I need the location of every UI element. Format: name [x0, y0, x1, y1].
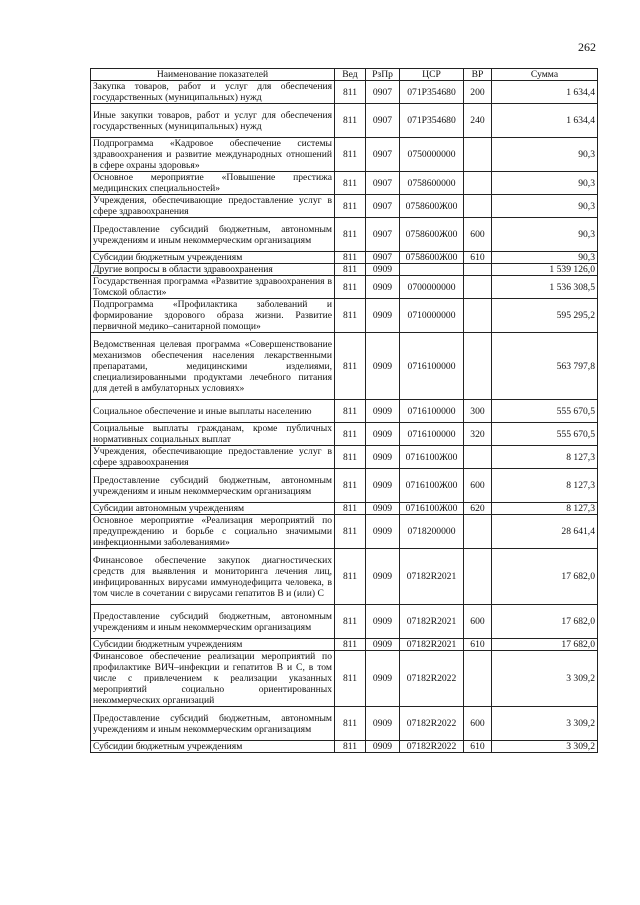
- cell-vr: [464, 276, 492, 299]
- cell-csr: 0718200000: [400, 515, 464, 549]
- cell-rzpr: 0907: [366, 81, 400, 104]
- table-row: [91, 639, 598, 651]
- cell-vr: [464, 446, 492, 469]
- cell-sum: 8 127,3: [492, 503, 598, 515]
- cell-sum: 90,3: [492, 218, 598, 252]
- cell-rzpr: 0909: [366, 515, 400, 549]
- cell-ved: 811: [335, 469, 366, 503]
- cell-name: Подпрограмма «Кадровое обеспечение системы здравоохранения и развитие международных отношений в сфере охраны здоровья»: [91, 138, 335, 172]
- cell-name: Другие вопросы в области здравоохранения: [91, 264, 335, 276]
- table-row: [91, 423, 598, 446]
- cell-rzpr: 0909: [366, 605, 400, 639]
- table-row: [91, 469, 598, 503]
- table-row: [91, 707, 598, 741]
- cell-csr: 0700000000: [400, 276, 464, 299]
- cell-rzpr: 0909: [366, 299, 400, 333]
- cell-sum: 90,3: [492, 252, 598, 264]
- cell-csr: 0716100Ж00: [400, 469, 464, 503]
- cell-name: Предоставление субсидий бюджетным, автономным учреждениям и иным некоммерческим организациям: [91, 707, 335, 741]
- cell-rzpr: 0907: [366, 172, 400, 195]
- cell-rzpr: 0909: [366, 400, 400, 423]
- cell-ved: 811: [335, 515, 366, 549]
- cell-csr: 0758600Ж00: [400, 252, 464, 264]
- cell-csr: 071Р354680: [400, 104, 464, 138]
- cell-csr: 0716100Ж00: [400, 503, 464, 515]
- cell-vr: [464, 549, 492, 605]
- cell-ved: 811: [335, 423, 366, 446]
- cell-name: Основное мероприятие «Повышение престижа медицинских специальностей»: [91, 172, 335, 195]
- table-row: [91, 400, 598, 423]
- cell-sum: 555 670,5: [492, 400, 598, 423]
- cell-name: Субсидии бюджетным учреждениям: [91, 252, 335, 264]
- cell-name: Учреждения, обеспечивающие предоставление услуг в сфере здравоохранения: [91, 446, 335, 469]
- cell-rzpr: 0907: [366, 218, 400, 252]
- cell-name: Финансовое обеспечение закупок диагностических средств для выявления и мониторинга лечения лиц, инфицированных вирусами иммунодефицита человека, в том числе в сочетании с вирусами гепатитов В и (или) С: [91, 549, 335, 605]
- cell-rzpr: 0909: [366, 503, 400, 515]
- table-row: [91, 503, 598, 515]
- cell-ved: 811: [335, 138, 366, 172]
- cell-name: Социальные выплаты гражданам, кроме публичных нормативных социальных выплат: [91, 423, 335, 446]
- cell-name: Финансовое обеспечение реализации мероприятий по профилактике ВИЧ–инфекции и гепатитов В и С, в том числе с привлечением к реализации указанных мероприятий социально ориентированных некоммерческих организаций: [91, 651, 335, 707]
- cell-ved: 811: [335, 104, 366, 138]
- cell-vr: 610: [464, 639, 492, 651]
- cell-ved: 811: [335, 651, 366, 707]
- cell-name: Основное мероприятие «Реализация мероприятий по предупреждению и борьбе с социально значимыми инфекционными заболеваниями»: [91, 515, 335, 549]
- cell-csr: 07182R2022: [400, 707, 464, 741]
- cell-sum: 1 539 126,0: [492, 264, 598, 276]
- cell-vr: 610: [464, 741, 492, 753]
- cell-name: Государственная программа «Развитие здравоохранения в Томской области»: [91, 276, 335, 299]
- cell-rzpr: 0907: [366, 252, 400, 264]
- cell-vr: [464, 138, 492, 172]
- cell-csr: 071Р354680: [400, 81, 464, 104]
- budget-table: [90, 68, 598, 753]
- cell-ved: 811: [335, 252, 366, 264]
- cell-rzpr: 0909: [366, 264, 400, 276]
- table-row: [91, 172, 598, 195]
- cell-name: Субсидии автономным учреждениям: [91, 503, 335, 515]
- cell-vr: 620: [464, 503, 492, 515]
- cell-vr: [464, 195, 492, 218]
- table-header: [91, 69, 598, 81]
- cell-csr: 0716100000: [400, 400, 464, 423]
- cell-sum: 1 634,4: [492, 81, 598, 104]
- cell-csr: [400, 264, 464, 276]
- cell-vr: 600: [464, 605, 492, 639]
- cell-csr: 07182R2021: [400, 639, 464, 651]
- table-row: [91, 446, 598, 469]
- cell-ved: 811: [335, 400, 366, 423]
- cell-vr: [464, 299, 492, 333]
- cell-vr: 600: [464, 218, 492, 252]
- cell-ved: 811: [335, 639, 366, 651]
- cell-rzpr: 0909: [366, 423, 400, 446]
- cell-vr: 320: [464, 423, 492, 446]
- cell-csr: 0750000000: [400, 138, 464, 172]
- cell-name: Субсидии бюджетным учреждениям: [91, 741, 335, 753]
- cell-sum: 28 641,4: [492, 515, 598, 549]
- cell-name: Предоставление субсидий бюджетным, автономным учреждениям и иным некоммерческим организациям: [91, 218, 335, 252]
- cell-ved: 811: [335, 605, 366, 639]
- header-csr: ЦСР: [400, 69, 464, 81]
- header-rzpr: РзПр: [366, 69, 400, 81]
- cell-csr: 07182R2022: [400, 651, 464, 707]
- cell-vr: [464, 515, 492, 549]
- cell-sum: 1 634,4: [492, 104, 598, 138]
- cell-name: Предоставление субсидий бюджетным, автономным учреждениям и иным некоммерческим организациям: [91, 469, 335, 503]
- cell-rzpr: 0907: [366, 104, 400, 138]
- cell-ved: 811: [335, 276, 366, 299]
- cell-name: Иные закупки товаров, работ и услуг для обеспечения государственных (муниципальных) нужд: [91, 104, 335, 138]
- table-row: [91, 299, 598, 333]
- cell-sum: 17 682,0: [492, 549, 598, 605]
- header-row: [91, 69, 598, 81]
- cell-sum: 3 309,2: [492, 651, 598, 707]
- cell-csr: 0758600000: [400, 172, 464, 195]
- cell-ved: 811: [335, 333, 366, 400]
- header-vr: ВР: [464, 69, 492, 81]
- cell-csr: 0758600Ж00: [400, 218, 464, 252]
- cell-name: Закупка товаров, работ и услуг для обеспечения государственных (муниципальных) нужд: [91, 81, 335, 104]
- cell-ved: 811: [335, 218, 366, 252]
- table-row: [91, 276, 598, 299]
- cell-sum: 3 309,2: [492, 707, 598, 741]
- cell-name: Социальное обеспечение и иные выплаты населению: [91, 400, 335, 423]
- table-row: [91, 264, 598, 276]
- cell-rzpr: 0907: [366, 195, 400, 218]
- cell-rzpr: 0909: [366, 707, 400, 741]
- cell-csr: 0710000000: [400, 299, 464, 333]
- cell-ved: 811: [335, 299, 366, 333]
- cell-vr: [464, 651, 492, 707]
- table-row: [91, 81, 598, 104]
- cell-rzpr: 0909: [366, 333, 400, 400]
- cell-sum: 8 127,3: [492, 469, 598, 503]
- cell-sum: 17 682,0: [492, 639, 598, 651]
- cell-rzpr: 0909: [366, 549, 400, 605]
- table-row: [91, 195, 598, 218]
- cell-sum: 595 295,2: [492, 299, 598, 333]
- cell-ved: 811: [335, 195, 366, 218]
- header-name: Наименование показателей: [91, 69, 335, 81]
- cell-rzpr: 0909: [366, 276, 400, 299]
- cell-vr: 610: [464, 252, 492, 264]
- cell-csr: 0716100000: [400, 423, 464, 446]
- header-ved: Вед: [335, 69, 366, 81]
- cell-sum: 8 127,3: [492, 446, 598, 469]
- cell-name: Предоставление субсидий бюджетным, автономным учреждениям и иным некоммерческим организациям: [91, 605, 335, 639]
- cell-ved: 811: [335, 446, 366, 469]
- cell-name: Подпрограмма «Профилактика заболеваний и формирование здорового образа жизни. Развитие первичной медико–санитарной помощи»: [91, 299, 335, 333]
- cell-csr: 0716100Ж00: [400, 446, 464, 469]
- cell-sum: 1 536 308,5: [492, 276, 598, 299]
- cell-vr: 600: [464, 469, 492, 503]
- table-row: [91, 333, 598, 400]
- table-row: [91, 515, 598, 549]
- cell-ved: 811: [335, 503, 366, 515]
- cell-csr: 0758600Ж00: [400, 195, 464, 218]
- cell-sum: 3 309,2: [492, 741, 598, 753]
- cell-ved: 811: [335, 707, 366, 741]
- cell-vr: [464, 264, 492, 276]
- cell-name: Ведомственная целевая программа «Совершенствование механизмов обеспечения населения лекарственными препаратами, медицинскими изделиями, специализированными продуктами лечебного питания для детей в амбулаторных условиях»: [91, 333, 335, 400]
- cell-vr: [464, 172, 492, 195]
- cell-rzpr: 0907: [366, 138, 400, 172]
- cell-ved: 811: [335, 264, 366, 276]
- cell-vr: 600: [464, 707, 492, 741]
- table-row: [91, 651, 598, 707]
- table-row: [91, 218, 598, 252]
- header-sum: Сумма: [492, 69, 598, 81]
- cell-sum: 555 670,5: [492, 423, 598, 446]
- cell-sum: 563 797,8: [492, 333, 598, 400]
- cell-rzpr: 0909: [366, 651, 400, 707]
- cell-rzpr: 0909: [366, 741, 400, 753]
- cell-vr: [464, 333, 492, 400]
- cell-name: Учреждения, обеспечивающие предоставление услуг в сфере здравоохранения: [91, 195, 335, 218]
- cell-sum: 17 682,0: [492, 605, 598, 639]
- cell-rzpr: 0909: [366, 639, 400, 651]
- cell-csr: 0716100000: [400, 333, 464, 400]
- cell-csr: 07182R2022: [400, 741, 464, 753]
- cell-vr: 200: [464, 81, 492, 104]
- cell-csr: 07182R2021: [400, 549, 464, 605]
- cell-rzpr: 0909: [366, 469, 400, 503]
- table-row: [91, 741, 598, 753]
- cell-name: Субсидии бюджетным учреждениям: [91, 639, 335, 651]
- cell-vr: 240: [464, 104, 492, 138]
- cell-sum: 90,3: [492, 195, 598, 218]
- table-row: [91, 605, 598, 639]
- cell-ved: 811: [335, 172, 366, 195]
- page-number: 262: [578, 40, 596, 54]
- table-row: [91, 549, 598, 605]
- table-row: [91, 252, 598, 264]
- cell-ved: 811: [335, 741, 366, 753]
- table-body: [91, 81, 598, 753]
- cell-rzpr: 0909: [366, 446, 400, 469]
- cell-sum: 90,3: [492, 138, 598, 172]
- cell-vr: 300: [464, 400, 492, 423]
- table-row: [91, 138, 598, 172]
- cell-csr: 07182R2021: [400, 605, 464, 639]
- cell-sum: 90,3: [492, 172, 598, 195]
- cell-ved: 811: [335, 549, 366, 605]
- cell-ved: 811: [335, 81, 366, 104]
- table-row: [91, 104, 598, 138]
